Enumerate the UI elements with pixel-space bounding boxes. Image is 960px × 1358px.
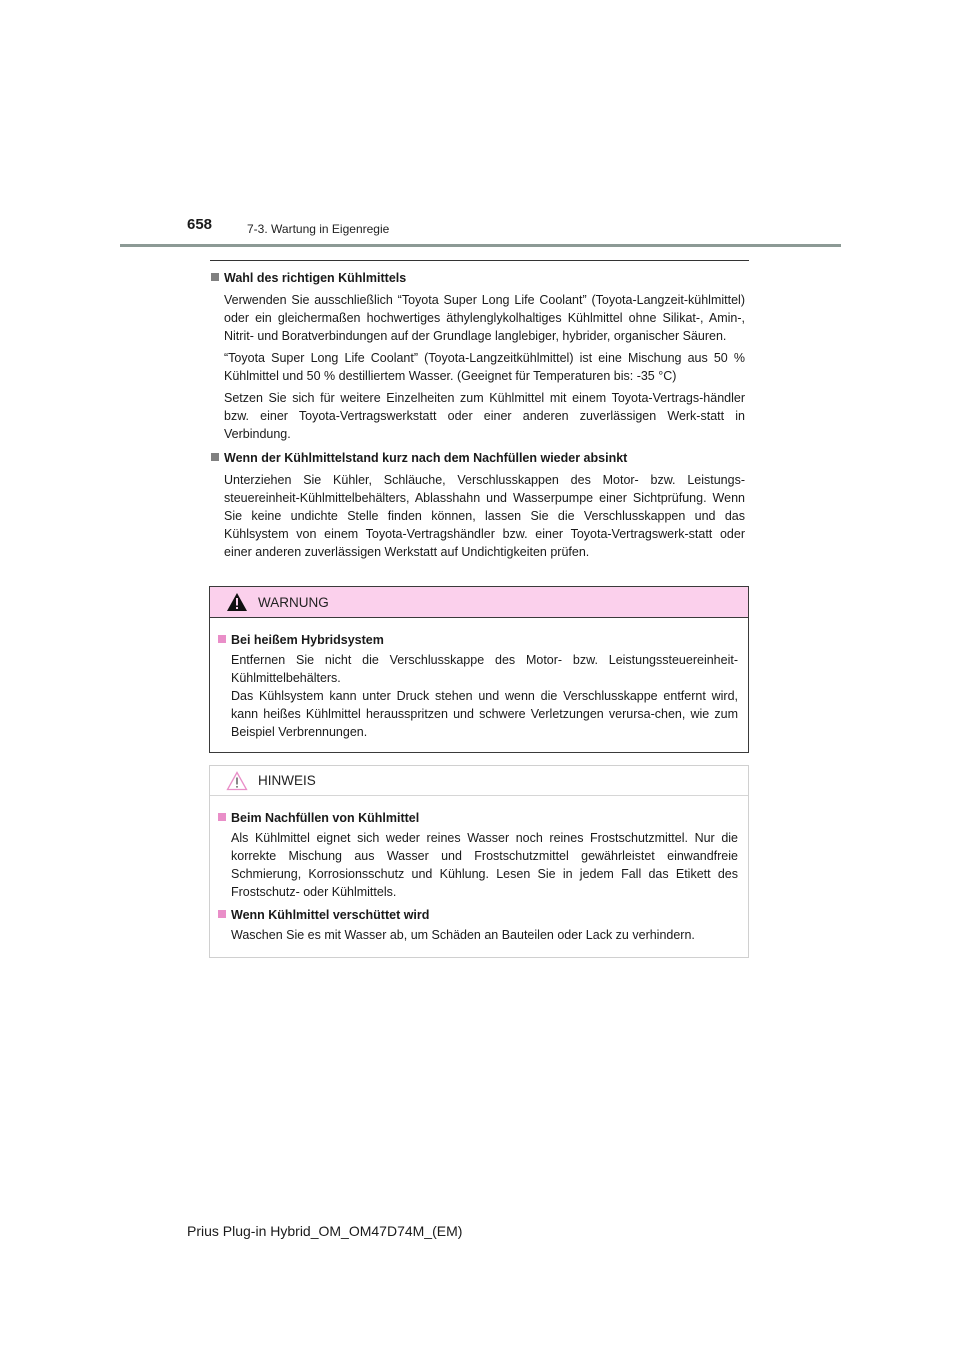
warning-item-text: Entfernen Sie nicht die Verschlusskappe des Motor- bzw. Leistungssteuereinheit-Kühlmittelbehälters. xyxy=(231,653,738,685)
content-top-rule xyxy=(210,260,749,261)
square-bullet-icon xyxy=(218,813,226,821)
notice-header xyxy=(210,766,748,796)
warning-box xyxy=(209,586,749,753)
square-bullet-icon xyxy=(211,453,219,461)
square-bullet-icon xyxy=(218,635,226,643)
notice-body xyxy=(210,796,748,944)
warning-item-text: Das Kühlsystem kann unter Druck stehen und wenn die Verschlusskappe entfernt wird, kann heißes Kühlmittel herausspritzen und schwere Verletzungen verursa-chen, wie zum Beispiel Verbrennungen. xyxy=(231,689,738,739)
warning-title: WARNUNG xyxy=(258,594,329,610)
section-heading: Wahl des richtigen Kühlmittels xyxy=(210,269,745,287)
square-bullet-icon xyxy=(218,910,226,918)
notice-box xyxy=(209,765,749,958)
page-number: 658 xyxy=(187,216,213,233)
paragraph: “Toyota Super Long Life Coolant” (Toyota-Langzeitkühlmittel) ist eine Mischung aus 50 % Kühlmittel und 50 % destilliertem Wasser. (Geeignet für Temperaturen bis: -35 °C) xyxy=(224,351,745,383)
paragraph: Verwenden Sie ausschließlich “Toyota Super Long Life Coolant” (Toyota-Langzeit-kühlmittel) oder ein gleichermaßen hochwertiges äthylenglykolhaltiges Kühlmittel ohne Silikat-, Amin-, Nitrit- und Boratverbindungen auf der Grundlage langlebiger, hybrider, organischer Säuren. xyxy=(224,293,745,343)
section-heading: Wenn der Kühlmittelstand kurz nach dem Nachfüllen wieder absinkt xyxy=(210,449,745,467)
footer-document-id: Prius Plug-in Hybrid_OM_OM47D74M_(EM) xyxy=(187,1223,463,1239)
notice-item-text: Waschen Sie es mit Wasser ab, um Schäden an Bauteilen oder Lack zu verhindern. xyxy=(231,928,695,942)
header-rule xyxy=(120,244,841,247)
section-title: 7-3. Wartung in Eigenregie xyxy=(247,222,390,236)
warning-triangle-icon xyxy=(226,592,248,612)
paragraph: Setzen Sie sich für weitere Einzelheiten zum Kühlmittel mit einem Toyota-Vertrags-händler bzw. einer Toyota-Vertragswerkstatt oder einer anderen zuverlässigen Werk-statt in Verbindung. xyxy=(224,391,745,441)
main-content xyxy=(210,269,745,561)
paragraph: Unterziehen Sie Kühler, Schläuche, Verschlusskappen des Motor- bzw. Leistungs-steuereinheit-Kühlmittelbehälters, Ablasshahn und Wasserpumpe einer Sichtprüfung. Wenn Sie keine undichte Stelle finden können, lassen Sie die Verschlusskappen und das Kühlsystem von einem Toyota-Vertragshändler bzw. einer Toyota-Vertragswerk-statt oder einer anderen zuverlässigen Werkstatt auf Undichtigkeiten prüfen. xyxy=(224,473,745,559)
notice-item-text: Als Kühlmittel eignet sich weder reines Wasser noch reines Frostschutzmittel. Nur die korrekte Mischung aus Wasser und Frostschutzmittel gewährleistet einwandfreie Schmierung, Korrosionsschutz und Kühlung. Lesen Sie in jedem Fall das Etikett des Frostschutz- oder Kühlmittels. xyxy=(231,831,738,899)
notice-title: HINWEIS xyxy=(258,773,316,788)
notice-item-heading: Wenn Kühlmittel verschüttet wird xyxy=(217,906,738,924)
notice-item-heading: Beim Nachfüllen von Kühlmittel xyxy=(217,809,738,827)
warning-header xyxy=(210,587,748,618)
square-bullet-icon xyxy=(211,273,219,281)
caution-triangle-outline-icon xyxy=(226,771,248,791)
warning-item-heading: Bei heißem Hybridsystem xyxy=(217,631,738,649)
warning-body xyxy=(210,618,748,741)
